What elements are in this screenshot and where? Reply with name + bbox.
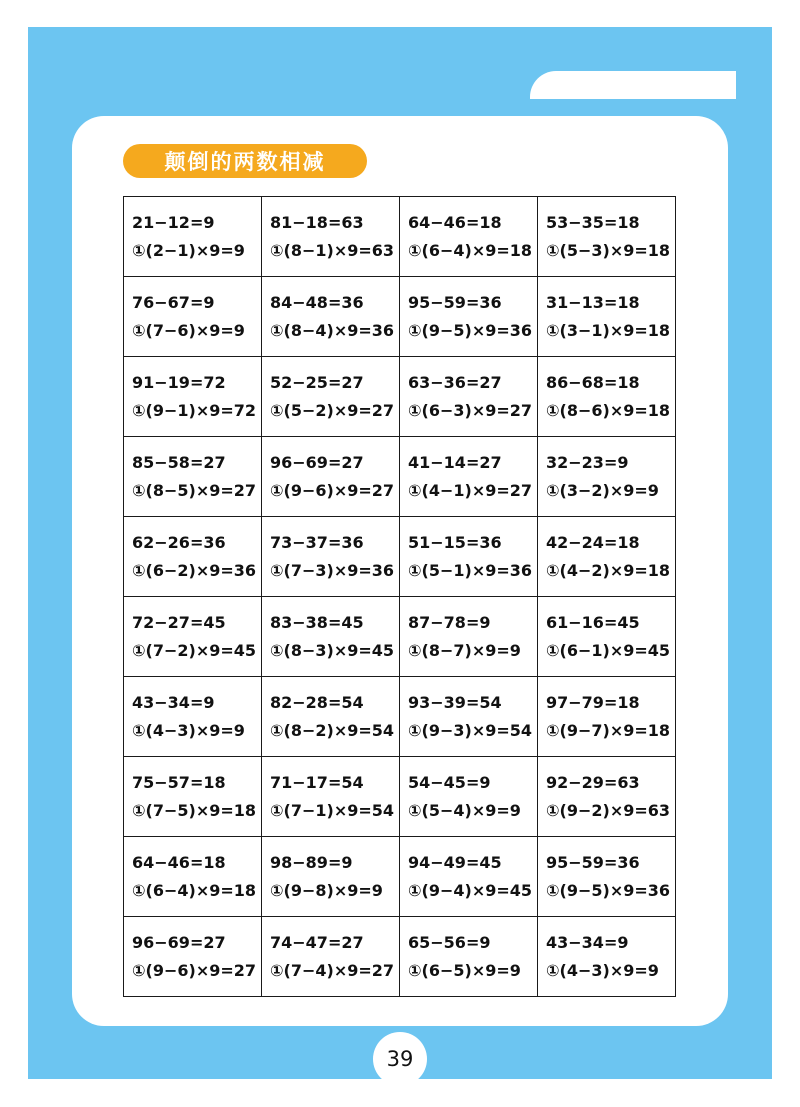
subtraction-equation: 43−34=9 bbox=[546, 932, 629, 952]
subtraction-equation: 75−57=18 bbox=[132, 772, 226, 792]
subtraction-equation: 95−59=36 bbox=[546, 852, 640, 872]
equation-cell bbox=[124, 437, 262, 517]
equation-cell bbox=[538, 917, 676, 997]
equation-cell bbox=[538, 517, 676, 597]
shortcut-calculation: ①(7−5)×9=18 bbox=[132, 800, 257, 820]
section-title: 颠倒的两数相减 bbox=[123, 144, 367, 178]
equation-cell bbox=[124, 597, 262, 677]
equation-cell bbox=[262, 357, 400, 437]
equation-cell bbox=[262, 597, 400, 677]
shortcut-calculation: ①(4−3)×9=9 bbox=[132, 720, 245, 740]
subtraction-equation: 62−26=36 bbox=[132, 532, 226, 552]
shortcut-calculation: ①(8−2)×9=54 bbox=[270, 720, 395, 740]
subtraction-equation: 31−13=18 bbox=[546, 292, 640, 312]
subtraction-equation: 71−17=54 bbox=[270, 772, 364, 792]
equation-cell bbox=[538, 357, 676, 437]
shortcut-calculation: ①(5−3)×9=18 bbox=[546, 240, 671, 260]
equation-cell bbox=[400, 597, 538, 677]
shortcut-calculation: ①(8−1)×9=63 bbox=[270, 240, 395, 260]
table-row bbox=[124, 277, 676, 357]
shortcut-calculation: ①(5−4)×9=9 bbox=[408, 800, 521, 820]
subtraction-equation: 53−35=18 bbox=[546, 212, 640, 232]
subtraction-equation: 51−15=36 bbox=[408, 532, 502, 552]
equation-cell bbox=[538, 437, 676, 517]
table-row bbox=[124, 677, 676, 757]
shortcut-calculation: ①(8−7)×9=9 bbox=[408, 640, 521, 660]
equation-cell bbox=[124, 517, 262, 597]
equation-cell bbox=[538, 837, 676, 917]
subtraction-equation: 74−47=27 bbox=[270, 932, 364, 952]
equation-cell bbox=[400, 277, 538, 357]
equation-cell bbox=[538, 757, 676, 837]
equation-cell bbox=[400, 357, 538, 437]
shortcut-calculation: ①(8−4)×9=36 bbox=[270, 320, 395, 340]
table-row bbox=[124, 757, 676, 837]
subtraction-equation: 41−14=27 bbox=[408, 452, 502, 472]
shortcut-calculation: ①(7−4)×9=27 bbox=[270, 960, 395, 980]
shortcut-calculation: ①(8−3)×9=45 bbox=[270, 640, 395, 660]
table-row bbox=[124, 197, 676, 277]
subtraction-equation: 84−48=36 bbox=[270, 292, 364, 312]
equation-cell bbox=[124, 837, 262, 917]
equation-cell bbox=[262, 437, 400, 517]
shortcut-calculation: ①(9−1)×9=72 bbox=[132, 400, 257, 420]
subtraction-equation: 91−19=72 bbox=[132, 372, 226, 392]
shortcut-calculation: ①(6−2)×9=36 bbox=[132, 560, 257, 580]
shortcut-calculation: ①(4−3)×9=9 bbox=[546, 960, 659, 980]
shortcut-calculation: ①(9−6)×9=27 bbox=[132, 960, 257, 980]
table-row bbox=[124, 597, 676, 677]
shortcut-calculation: ①(9−6)×9=27 bbox=[270, 480, 395, 500]
equation-cell bbox=[262, 677, 400, 757]
equation-cell bbox=[400, 517, 538, 597]
shortcut-calculation: ①(3−1)×9=18 bbox=[546, 320, 671, 340]
subtraction-equation: 92−29=63 bbox=[546, 772, 640, 792]
subtraction-equation: 54−45=9 bbox=[408, 772, 491, 792]
equation-cell bbox=[262, 197, 400, 277]
subtraction-equation: 65−56=9 bbox=[408, 932, 491, 952]
shortcut-calculation: ①(9−4)×9=45 bbox=[408, 880, 533, 900]
subtraction-equation: 93−39=54 bbox=[408, 692, 502, 712]
shortcut-calculation: ①(9−3)×9=54 bbox=[408, 720, 533, 740]
equation-cell bbox=[262, 757, 400, 837]
subtraction-equation: 87−78=9 bbox=[408, 612, 491, 632]
subtraction-equation: 86−68=18 bbox=[546, 372, 640, 392]
table-row bbox=[124, 357, 676, 437]
equation-cell bbox=[124, 277, 262, 357]
shortcut-calculation: ①(9−8)×9=9 bbox=[270, 880, 383, 900]
subtraction-equation: 43−34=9 bbox=[132, 692, 215, 712]
shortcut-calculation: ①(8−6)×9=18 bbox=[546, 400, 671, 420]
subtraction-equation: 95−59=36 bbox=[408, 292, 502, 312]
subtraction-equation: 64−46=18 bbox=[132, 852, 226, 872]
subtraction-equation: 96−69=27 bbox=[132, 932, 226, 952]
equation-cell bbox=[400, 917, 538, 997]
shortcut-calculation: ①(8−5)×9=27 bbox=[132, 480, 257, 500]
subtraction-equation: 97−79=18 bbox=[546, 692, 640, 712]
subtraction-equation: 73−37=36 bbox=[270, 532, 364, 552]
equation-cell bbox=[124, 917, 262, 997]
subtraction-equation: 52−25=27 bbox=[270, 372, 364, 392]
shortcut-calculation: ①(4−1)×9=27 bbox=[408, 480, 533, 500]
shortcut-calculation: ①(9−5)×9=36 bbox=[546, 880, 671, 900]
equation-cell bbox=[400, 677, 538, 757]
subtraction-equation: 63−36=27 bbox=[408, 372, 502, 392]
equation-cell bbox=[538, 197, 676, 277]
equation-cell bbox=[538, 597, 676, 677]
shortcut-calculation: ①(5−1)×9=36 bbox=[408, 560, 533, 580]
shortcut-calculation: ①(7−1)×9=54 bbox=[270, 800, 395, 820]
equation-cell bbox=[400, 837, 538, 917]
shortcut-calculation: ①(7−2)×9=45 bbox=[132, 640, 257, 660]
equation-grid bbox=[123, 196, 676, 997]
shortcut-calculation: ①(7−6)×9=9 bbox=[132, 320, 245, 340]
shortcut-calculation: ①(4−2)×9=18 bbox=[546, 560, 671, 580]
table-row bbox=[124, 437, 676, 517]
shortcut-calculation: ①(9−2)×9=63 bbox=[546, 800, 671, 820]
subtraction-equation: 42−24=18 bbox=[546, 532, 640, 552]
equation-cell bbox=[538, 677, 676, 757]
subtraction-equation: 96−69=27 bbox=[270, 452, 364, 472]
shortcut-calculation: ①(5−2)×9=27 bbox=[270, 400, 395, 420]
shortcut-calculation: ①(6−4)×9=18 bbox=[132, 880, 257, 900]
table-row bbox=[124, 837, 676, 917]
shortcut-calculation: ①(3−2)×9=9 bbox=[546, 480, 659, 500]
subtraction-equation: 83−38=45 bbox=[270, 612, 364, 632]
equation-cell bbox=[400, 437, 538, 517]
shortcut-calculation: ①(7−3)×9=36 bbox=[270, 560, 395, 580]
subtraction-equation: 61−16=45 bbox=[546, 612, 640, 632]
subtraction-equation: 72−27=45 bbox=[132, 612, 226, 632]
shortcut-calculation: ①(2−1)×9=9 bbox=[132, 240, 245, 260]
subtraction-equation: 98−89=9 bbox=[270, 852, 353, 872]
shortcut-calculation: ①(6−5)×9=9 bbox=[408, 960, 521, 980]
subtraction-equation: 81−18=63 bbox=[270, 212, 364, 232]
shortcut-calculation: ①(9−5)×9=36 bbox=[408, 320, 533, 340]
equation-cell bbox=[262, 917, 400, 997]
equation-cell bbox=[124, 197, 262, 277]
equation-cell bbox=[262, 517, 400, 597]
equation-cell bbox=[262, 277, 400, 357]
shortcut-calculation: ①(6−1)×9=45 bbox=[546, 640, 671, 660]
subtraction-equation: 21−12=9 bbox=[132, 212, 215, 232]
equation-cell bbox=[400, 197, 538, 277]
subtraction-equation: 94−49=45 bbox=[408, 852, 502, 872]
equation-cell bbox=[262, 837, 400, 917]
shortcut-calculation: ①(6−4)×9=18 bbox=[408, 240, 533, 260]
subtraction-equation: 64−46=18 bbox=[408, 212, 502, 232]
table-row bbox=[124, 917, 676, 997]
equation-cell bbox=[124, 677, 262, 757]
equation-cell bbox=[124, 357, 262, 437]
subtraction-equation: 76−67=9 bbox=[132, 292, 215, 312]
subtraction-equation: 82−28=54 bbox=[270, 692, 364, 712]
equation-cell bbox=[400, 757, 538, 837]
table-row bbox=[124, 517, 676, 597]
subtraction-equation: 32−23=9 bbox=[546, 452, 629, 472]
top-tab bbox=[530, 71, 736, 99]
page-number: 39 bbox=[373, 1032, 427, 1086]
equation-cell bbox=[538, 277, 676, 357]
shortcut-calculation: ①(9−7)×9=18 bbox=[546, 720, 671, 740]
subtraction-equation: 85−58=27 bbox=[132, 452, 226, 472]
shortcut-calculation: ①(6−3)×9=27 bbox=[408, 400, 533, 420]
equation-cell bbox=[124, 757, 262, 837]
